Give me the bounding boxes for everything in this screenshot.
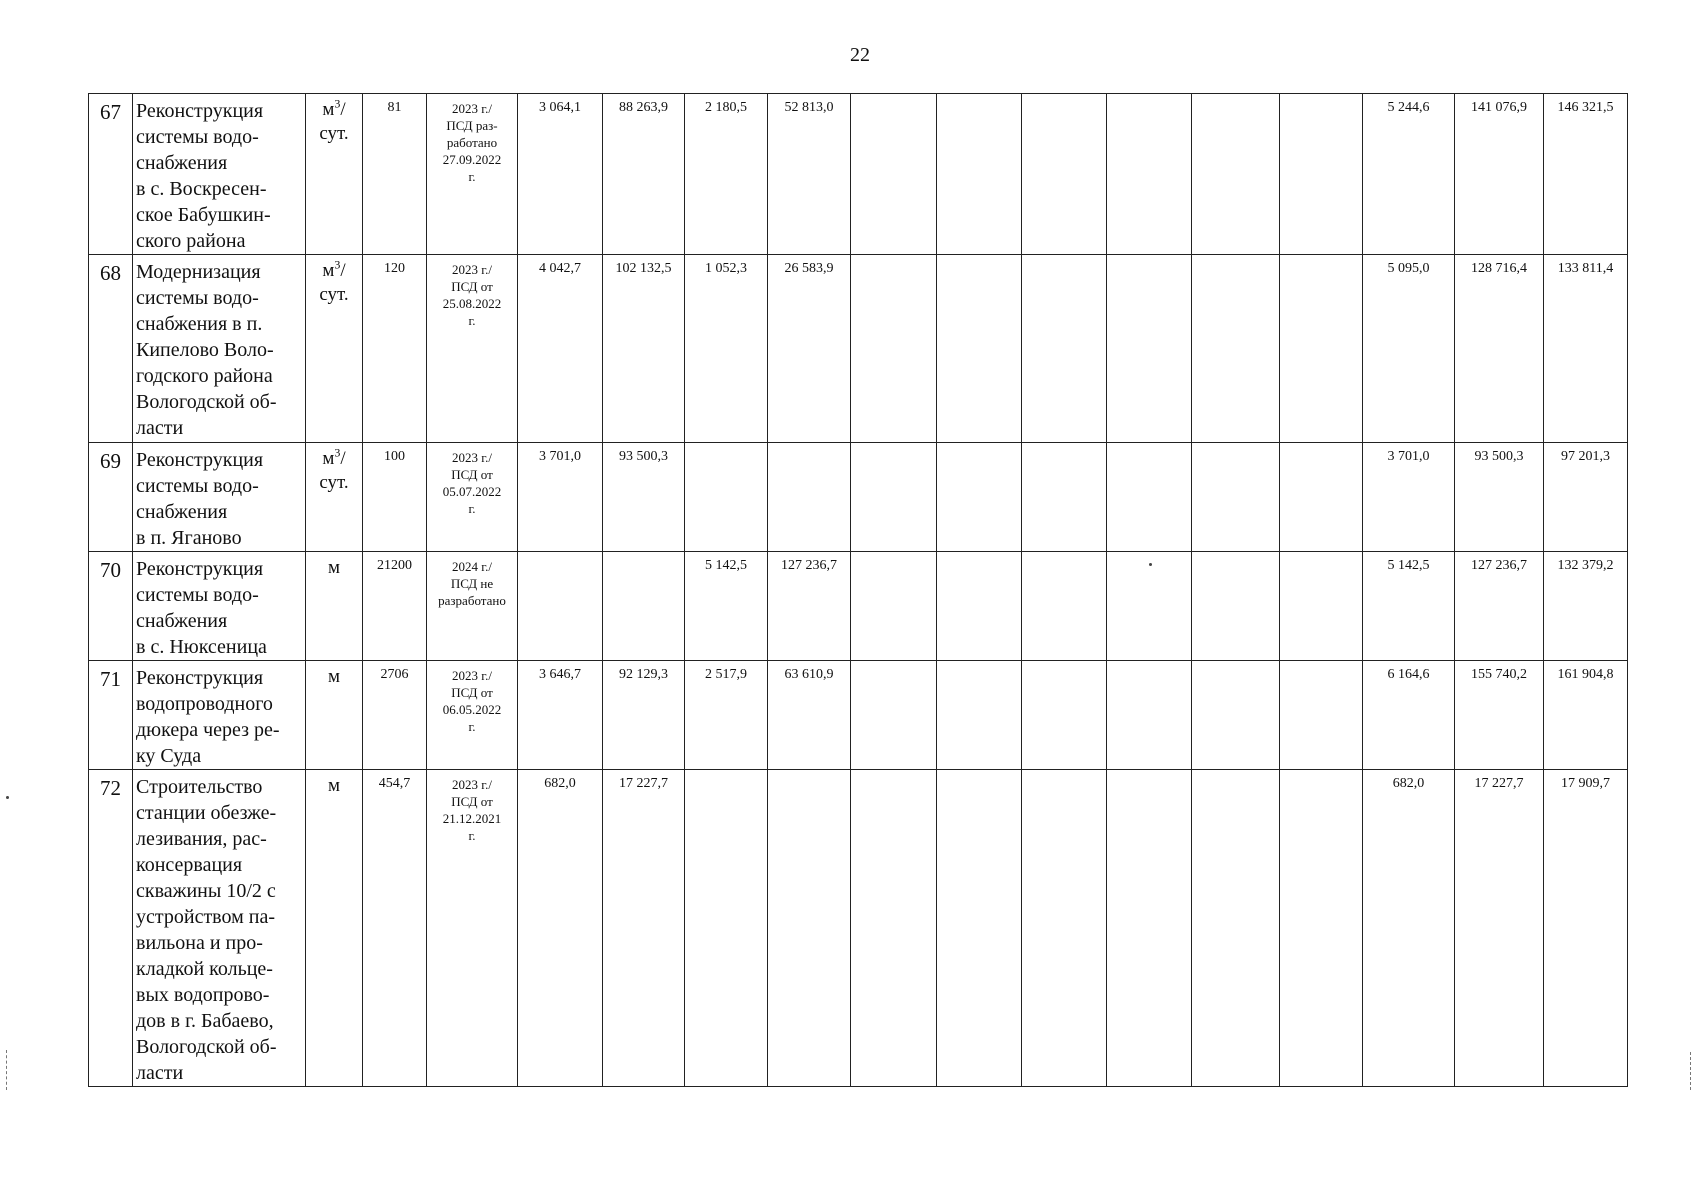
empty-cell [1022,770,1107,1087]
scan-margin-mark-right [1690,1052,1692,1090]
term-line: 27.09.2022 [442,152,502,167]
object-name-line: дюкера через ре- [136,719,280,741]
table-row [89,443,1628,552]
empty-cell [1022,443,1107,552]
object-name-line: Реконструкция [136,100,264,122]
unit-base: м [322,448,335,469]
term-line: г. [468,169,476,184]
unit-of-measure [306,443,363,552]
cost-value-v1: 3 701,0 [518,443,603,552]
unit-slash: / [340,448,346,469]
empty-cell [1107,255,1192,443]
capacity-value: 21200 [363,552,427,661]
object-name-line: скважины 10/2 с [136,880,276,902]
total-value-t1: 682,0 [1363,770,1455,1087]
cost-value-v2: 17 227,7 [603,770,685,1087]
empty-cell [937,661,1022,770]
term-line: ПСД раз- [446,118,498,133]
unit-base: м [322,260,335,281]
term-and-design-status [427,661,518,770]
cost-value-v1: 682,0 [518,770,603,1087]
unit-of-measure [306,94,363,255]
term-and-design-status [427,94,518,255]
object-name-line: годского района [136,365,273,387]
total-value-t1: 3 701,0 [1363,443,1455,552]
cost-value-v4: 127 236,7 [768,552,851,661]
object-name-line: Вологодской об- [136,1036,277,1058]
total-value-t3: 146 321,5 [1544,94,1628,255]
table-row [89,661,1628,770]
object-name-line: снабжения [136,152,228,174]
cost-value-v4 [768,770,851,1087]
capacity-value: 100 [363,443,427,552]
cost-value-v1: 3 646,7 [518,661,603,770]
total-value-t3: 17 909,7 [1544,770,1628,1087]
object-name-line: кладкой кольце- [136,958,273,980]
empty-cell [1107,552,1192,661]
capacity-value: 2706 [363,661,427,770]
object-name-line: консервация [136,854,243,876]
term-line: ПСД от [451,794,493,809]
scan-dot-left [6,796,9,799]
object-name [133,255,306,443]
empty-cell [1022,552,1107,661]
term-line: ПСД от [451,467,493,482]
empty-cell [937,94,1022,255]
total-value-t3: 133 811,4 [1544,255,1628,443]
object-name-line: снабжения [136,610,228,632]
total-value-t2: 155 740,2 [1455,661,1544,770]
cost-value-v1 [518,552,603,661]
empty-cell [1280,552,1363,661]
cost-value-v4: 26 583,9 [768,255,851,443]
total-value-t1: 6 164,6 [1363,661,1455,770]
unit-superscript: 3 [334,257,341,272]
term-line: г. [468,828,476,843]
total-value-t3: 132 379,2 [1544,552,1628,661]
term-and-design-status [427,552,518,661]
total-value-t2: 127 236,7 [1455,552,1544,661]
term-line: 2023 г./ [452,101,492,116]
object-name-line: устройством па- [136,906,276,928]
term-line: г. [468,313,476,328]
empty-cell [1192,255,1280,443]
term-line: ПСД от [451,279,493,294]
object-name-line: ское Бабушкин- [136,204,271,226]
object-name-line: системы водо- [136,584,259,606]
total-value-t2: 128 716,4 [1455,255,1544,443]
object-name-line: Строительство [136,776,263,798]
cost-value-v1: 3 064,1 [518,94,603,255]
object-name-line: ласти [136,1062,184,1084]
total-value-t1: 5 244,6 [1363,94,1455,255]
cost-value-v2: 102 132,5 [603,255,685,443]
empty-cell [937,255,1022,443]
empty-cell [937,770,1022,1087]
total-value-t2: 17 227,7 [1455,770,1544,1087]
empty-cell [937,552,1022,661]
object-name [133,770,306,1087]
empty-cell [1192,770,1280,1087]
object-name-line: дов в г. Бабаево, [136,1010,274,1032]
object-name-line: снабжения в п. [136,313,263,335]
empty-cell [851,552,937,661]
term-line: г. [468,719,476,734]
unit-line-2: сут. [319,472,349,493]
empty-cell [1280,94,1363,255]
term-and-design-status [427,770,518,1087]
empty-cell [851,443,937,552]
term-line: 05.07.2022 [442,484,502,499]
unit-base: м [327,666,341,687]
unit-base: м [327,557,341,578]
cost-value-v4: 52 813,0 [768,94,851,255]
unit-slash: / [340,99,346,120]
empty-cell [1280,661,1363,770]
investment-table [88,93,1628,1087]
term-and-design-status [427,443,518,552]
object-name-line: лезивания, рас- [136,828,267,850]
empty-cell [1192,443,1280,552]
object-name-line: системы водо- [136,475,259,497]
total-value-t1: 5 095,0 [1363,255,1455,443]
object-name-line: системы водо- [136,287,259,309]
object-name-line: снабжения [136,501,228,523]
object-name [133,443,306,552]
total-value-t2: 93 500,3 [1455,443,1544,552]
row-number: 68 [89,255,133,443]
unit-slash: / [340,260,346,281]
table-row [89,255,1628,443]
unit-of-measure [306,770,363,1087]
unit-superscript: 3 [334,96,341,111]
empty-cell [937,443,1022,552]
cost-value-v3: 1 052,3 [685,255,768,443]
term-line: 2023 г./ [452,777,492,792]
term-line: 21.12.2021 [442,811,502,826]
object-name-line: вильона и про- [136,932,263,954]
object-name-line: Реконструкция [136,558,264,580]
object-name-line: системы водо- [136,126,259,148]
object-name-line: Вологодской об- [136,391,277,413]
page-number: 22 [850,44,870,66]
object-name-line: Модернизация [136,261,261,283]
term-and-design-status [427,255,518,443]
empty-cell [1280,443,1363,552]
row-number: 71 [89,661,133,770]
row-number: 67 [89,94,133,255]
term-line: г. [468,501,476,516]
capacity-value: 120 [363,255,427,443]
row-number: 69 [89,443,133,552]
cost-value-v4 [768,443,851,552]
cost-value-v3: 2 517,9 [685,661,768,770]
term-line: разработано [438,593,506,608]
empty-cell [1022,94,1107,255]
object-name-line: ласти [136,417,184,439]
term-line: ПСД не [450,576,494,591]
empty-cell [1107,770,1192,1087]
cost-value-v2: 92 129,3 [603,661,685,770]
unit-line-2: сут. [319,284,349,305]
empty-cell [1107,94,1192,255]
cost-value-v3: 5 142,5 [685,552,768,661]
row-number: 70 [89,552,133,661]
cost-value-v3: 2 180,5 [685,94,768,255]
object-name [133,661,306,770]
total-value-t2: 141 076,9 [1455,94,1544,255]
unit-of-measure [306,661,363,770]
object-name [133,94,306,255]
unit-of-measure [306,552,363,661]
row-number: 72 [89,770,133,1087]
scan-dot [1149,563,1152,566]
capacity-value: 454,7 [363,770,427,1087]
total-value-t3: 161 904,8 [1544,661,1628,770]
cost-value-v2: 93 500,3 [603,443,685,552]
total-value-t1: 5 142,5 [1363,552,1455,661]
empty-cell [851,255,937,443]
cost-value-v4: 63 610,9 [768,661,851,770]
term-line: 2024 г./ [452,559,492,574]
cost-value-v1: 4 042,7 [518,255,603,443]
empty-cell [851,770,937,1087]
empty-cell [1280,255,1363,443]
object-name-line: в с. Нюксеница [136,636,267,658]
table-row [89,552,1628,661]
table-row [89,94,1628,255]
term-line: 25.08.2022 [442,296,502,311]
object-name-line: водопроводного [136,693,273,715]
cost-value-v2: 88 263,9 [603,94,685,255]
empty-cell [1022,255,1107,443]
unit-superscript: 3 [334,445,341,460]
empty-cell [1280,770,1363,1087]
scan-margin-mark-left [6,1050,8,1090]
object-name-line: в с. Воскресен- [136,178,267,200]
term-line: 2023 г./ [452,668,492,683]
object-name-line: вых водопрово- [136,984,270,1006]
term-line: 2023 г./ [452,262,492,277]
term-line: 2023 г./ [452,450,492,465]
empty-cell [1192,552,1280,661]
object-name-line: Реконструкция [136,449,264,471]
cost-value-v3 [685,770,768,1087]
cost-value-v2 [603,552,685,661]
unit-base: м [327,775,341,796]
object-name-line: ку Суда [136,745,202,767]
table-row [89,770,1628,1087]
object-name-line: станции обезже- [136,802,277,824]
empty-cell [1022,661,1107,770]
unit-base: м [322,99,335,120]
object-name-line: в п. Яганово [136,527,242,549]
object-name-line: Кипелово Воло- [136,339,274,361]
object-name [133,552,306,661]
term-line: 06.05.2022 [442,702,502,717]
empty-cell [1107,443,1192,552]
capacity-value: 81 [363,94,427,255]
empty-cell [1192,94,1280,255]
empty-cell [1192,661,1280,770]
total-value-t3: 97 201,3 [1544,443,1628,552]
empty-cell [851,94,937,255]
term-line: ПСД от [451,685,493,700]
unit-line-2: сут. [319,123,349,144]
unit-of-measure [306,255,363,443]
empty-cell [851,661,937,770]
cost-value-v3 [685,443,768,552]
term-line: работано [446,135,498,150]
empty-cell [1107,661,1192,770]
object-name-line: Реконструкция [136,667,264,689]
object-name-line: ского района [136,230,246,252]
